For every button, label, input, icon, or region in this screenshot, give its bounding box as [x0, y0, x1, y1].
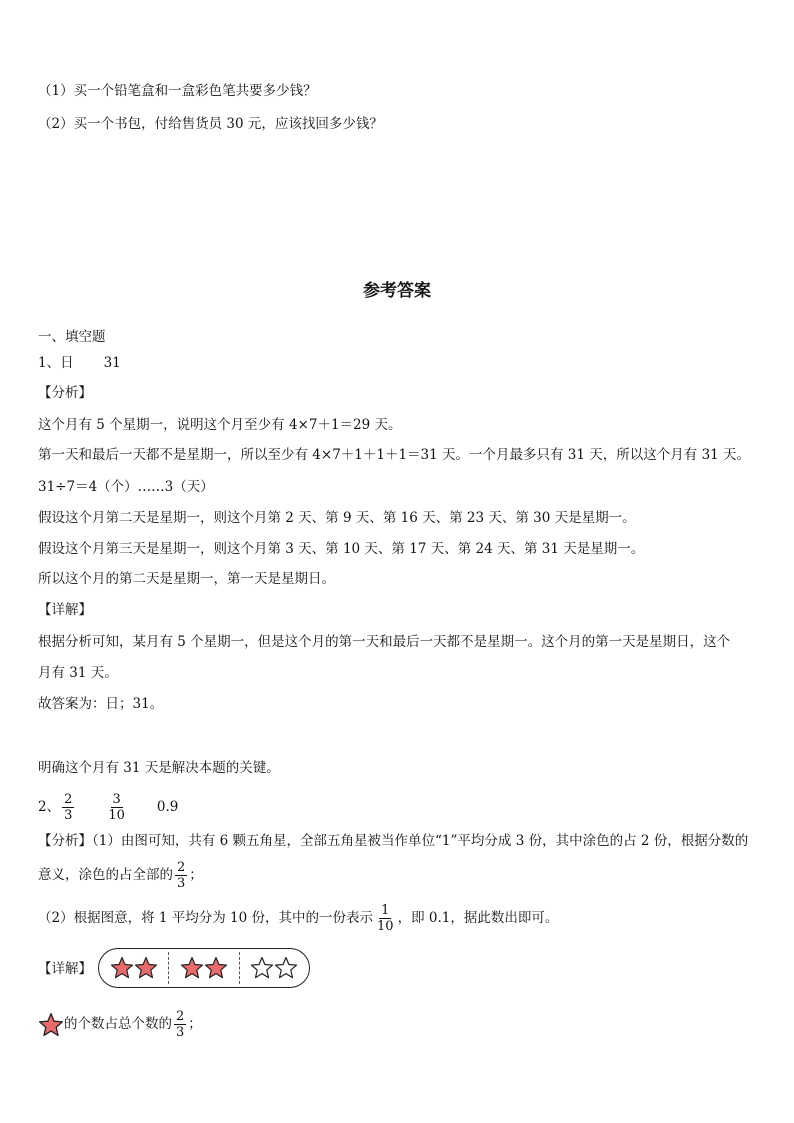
section-heading: 一、填空题 [38, 329, 106, 345]
analysis-label: 【分析】 [38, 385, 92, 401]
answer-1-line [38, 354, 121, 372]
analysis-2-line-1: 【分析】（1）由图可知，共有 6 颗五角星，全部五角星被当作单位“1”平均分成 3 份，其中涂色的占 2 份，根据分数的 [38, 833, 749, 849]
filled-star-icon [134, 956, 158, 980]
key-point-line: 明确这个月有 31 天是解决本题的关键。 [38, 760, 280, 776]
answer-1-value-b: 31 [103, 355, 121, 371]
analysis-2-line-2: 意义，涂色的占全部的 $\frac{2}{3}$ ； [38, 860, 203, 891]
analysis-line-6: 所以这个月的第二天是星期一，第一天是星期日。 [38, 571, 335, 587]
answer-2-line [38, 787, 178, 827]
filled-star-icon [204, 956, 228, 980]
fraction-inline-a: $\frac{2}{3}$ [177, 860, 186, 891]
analysis-line-4: 假设这个月第二天是星期一，则这个月第 2 天、第 9 天、第 16 天、第 23 天、第 30 天是星期一。 [38, 510, 636, 526]
detail-line-3: 故答案为：日；31。 [38, 696, 164, 712]
decimal-answer: 0.9 [156, 799, 179, 815]
question-2: （2）买一个书包，付给售货员 30 元，应该找回多少钱？ [38, 116, 383, 132]
star-group [240, 949, 309, 987]
detail-label: 【详解】 [38, 602, 92, 618]
answer-1-value-a: 日 [60, 355, 74, 371]
empty-star-icon [274, 956, 298, 980]
star-diagram [98, 948, 310, 988]
analysis-2-line-3: （2）根据图意，将 1 平均分为 10 份，其中的一份表示 $\frac{1}{10}$ ，即 0.1，据此数出即可。 [38, 903, 559, 934]
analysis-line-2: 第一天和最后一天都不是星期一，所以至少有 4×7＋1＋1＋1＝31 天。一个月最多只有 31 天，所以这个月有 31 天。 [38, 447, 751, 463]
detail-2-label: 【详解】 [38, 961, 92, 977]
answer-1-number: 1、 [38, 355, 61, 371]
fraction-inline-c: $\frac{2}{3}$ [176, 1009, 185, 1040]
detail-2-line: 的个数占总个数的 $\frac{2}{3}$ ； [38, 1004, 202, 1044]
detail-line-2: 月有 31 天。 [38, 665, 118, 681]
star-group [99, 949, 168, 987]
filled-star-icon [180, 956, 204, 980]
filled-star-icon [110, 956, 134, 980]
analysis-line-3: 31÷7＝4（个）……3（天） [38, 479, 214, 495]
detail-line-1: 根据分析可知，某月有 5 个星期一，但是这个月的第一天和最后一天都不是星期一。这个月的第一天是星期日，这个 [38, 634, 731, 650]
page-title: 参考答案 [363, 281, 431, 301]
question-1: （1）买一个铅笔盒和一盒彩色笔共要多少钱？ [38, 83, 317, 99]
filled-star-icon [38, 1012, 64, 1038]
empty-star-icon [250, 956, 274, 980]
fraction-answer-b: $\frac{3}{10}$ [108, 792, 125, 823]
analysis-line-5: 假设这个月第三天是星期一，则这个月第 3 天、第 10 天、第 17 天、第 24 天、第 31 天是星期一。 [38, 541, 645, 557]
fraction-answer-a: $\frac{2}{3}$ [64, 792, 73, 823]
fraction-inline-b: $\frac{1}{10}$ [377, 903, 394, 934]
star-group [169, 949, 238, 987]
analysis-line-1: 这个月有 5 个星期一，说明这个月至少有 4×7＋1＝29 天。 [38, 417, 402, 433]
answer-2-number: 2、 [38, 799, 61, 815]
